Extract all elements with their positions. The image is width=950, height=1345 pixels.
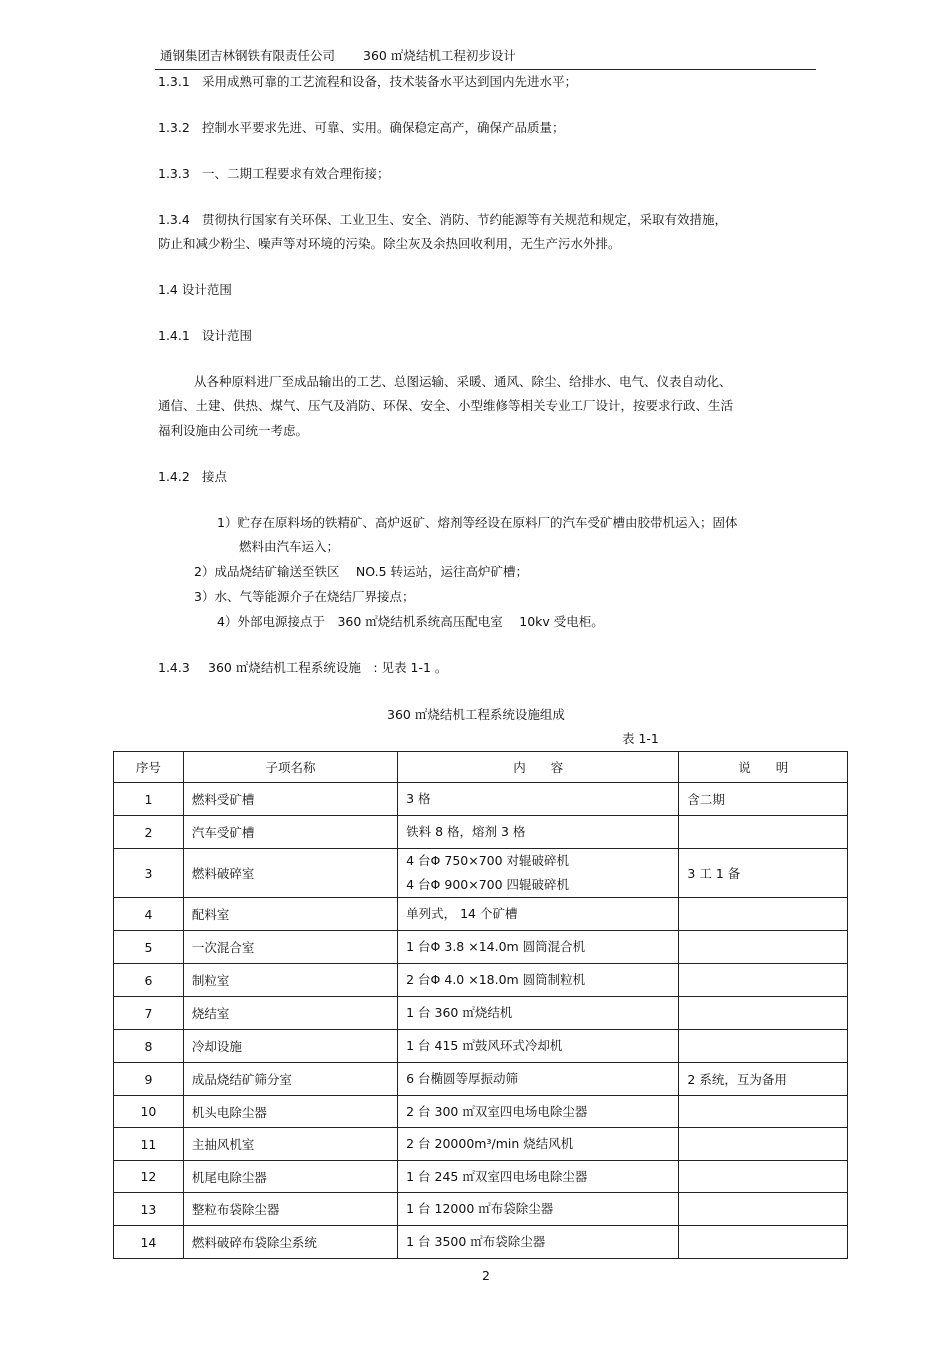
row-no: 11 <box>114 1128 184 1161</box>
row-name: 燃料受矿槽 <box>183 783 397 816</box>
table-row <box>114 1193 848 1226</box>
row-no: 12 <box>114 1161 184 1193</box>
row-name: 主抽风机室 <box>183 1128 397 1161</box>
row-note <box>679 816 848 849</box>
row-content <box>398 1128 679 1161</box>
section-text: 360 ㎡烧结机工程系统设施 : 见表 1-1 。 <box>208 660 448 675</box>
row-content <box>398 1226 679 1259</box>
row-name: 成品烧结矿筛分室 <box>183 1063 397 1096</box>
row-note <box>679 964 848 997</box>
table-caption: 360 ㎡烧结机工程系统设施组成 <box>387 707 565 722</box>
section-1-4-1 <box>158 326 252 344</box>
section-1-3-4-continued: 防止和减少粉尘、噪声等对环境的污染。除尘灰及余热回收利用，无生产污水外排。 <box>158 236 621 251</box>
section-1-3-4 <box>158 210 727 228</box>
row-content-line: 2 台 20000m³/min 烧结风机 <box>406 1136 574 1151</box>
row-no: 1 <box>114 783 184 816</box>
section-1-3-2 <box>158 118 565 136</box>
facilities-table <box>113 751 848 1259</box>
table-row <box>114 898 848 931</box>
section-1-3-1 <box>158 72 577 90</box>
page-header <box>160 46 516 64</box>
section-text: 采用成熟可靠的工艺流程和设备，技术装备水平达到国内先进水平； <box>202 74 578 89</box>
row-no: 10 <box>114 1096 184 1128</box>
section-number: 1.4.1 <box>158 328 190 343</box>
row-note <box>679 1226 848 1259</box>
row-note <box>679 1096 848 1128</box>
table-row <box>114 997 848 1030</box>
row-content <box>398 816 679 849</box>
section-number: 1.4.2 <box>158 469 190 484</box>
section-1-4-3 <box>158 658 447 676</box>
page-number: 2 <box>482 1268 490 1283</box>
row-no: 3 <box>114 849 184 898</box>
row-name: 机尾电除尘器 <box>183 1161 397 1193</box>
row-content <box>398 964 679 997</box>
row-content-line: 6 台椭圆等厚振动筛 <box>406 1071 519 1086</box>
section-text: 贯彻执行国家有关环保、工业卫生、安全、消防、节约能源等有关规范和规定，采取有效措施， <box>202 212 728 227</box>
section-number: 1.3.1 <box>158 74 190 89</box>
row-name: 一次混合室 <box>183 931 397 964</box>
row-content <box>398 898 679 931</box>
row-note <box>679 898 848 931</box>
row-no: 7 <box>114 997 184 1030</box>
section-1-4-title: 1.4 设计范围 <box>158 282 232 297</box>
row-name: 制粒室 <box>183 964 397 997</box>
row-content-line: 1 台 360 ㎡烧结机 <box>406 1005 513 1020</box>
header-name: 子项名称 <box>183 752 397 783</box>
row-name: 烧结室 <box>183 997 397 1030</box>
row-content-line: 铁料 8 格，熔剂 3 格 <box>406 824 526 839</box>
row-no: 4 <box>114 898 184 931</box>
row-content <box>398 931 679 964</box>
scope-line-1: 从各种原料进厂至成品输出的工艺、总图运输、采暖、通风、除尘、给排水、电气、仪表自动化、 <box>194 374 732 389</box>
row-content-line: 1 台 245 ㎡双室四电场电除尘器 <box>406 1168 588 1184</box>
section-number: 1.4.3 <box>158 660 190 675</box>
row-name: 配料室 <box>183 898 397 931</box>
row-name: 整粒布袋除尘器 <box>183 1193 397 1226</box>
section-text: 一、二期工程要求有效合理衔接； <box>202 166 390 181</box>
row-note <box>679 1030 848 1063</box>
row-content <box>398 1063 679 1096</box>
section-text: 设计范围 <box>202 328 253 343</box>
section-1-4-2 <box>158 467 227 485</box>
row-content <box>398 1193 679 1226</box>
point-2: 2）成品烧结矿输送至铁区 NO.5 转运站，运往高炉矿槽； <box>194 564 529 579</box>
section-number: 1.3.4 <box>158 212 190 227</box>
row-name: 燃料破碎布袋除尘系统 <box>183 1226 397 1259</box>
table-row <box>114 1226 848 1259</box>
point-3: 3）水、气等能源介子在烧结厂界接点； <box>194 589 415 604</box>
point-1: 1）贮存在原料场的铁精矿、高炉返矿、熔剂等经设在原料厂的汽车受矿槽由胶带机运入；固体 <box>217 515 738 530</box>
scope-line-3: 福利设施由公司统一考虑。 <box>158 423 309 438</box>
row-no: 8 <box>114 1030 184 1063</box>
row-content <box>398 997 679 1030</box>
header-company: 通钢集团吉林钢铁有限责任公司 <box>160 48 336 63</box>
row-note: 含二期 <box>679 783 848 816</box>
row-content <box>398 1030 679 1063</box>
table-row <box>114 1128 848 1161</box>
table-row <box>114 816 848 849</box>
section-text: 控制水平要求先进、可靠、实用。确保稳定高产，确保产品质量； <box>202 120 565 135</box>
row-no: 5 <box>114 931 184 964</box>
section-1-3-3 <box>158 164 390 182</box>
row-name: 汽车受矿槽 <box>183 816 397 849</box>
table-header-row <box>114 752 848 783</box>
row-content-line: 1 台 3500 ㎡布袋除尘器 <box>406 1234 546 1249</box>
table-row <box>114 1096 848 1128</box>
section-text: 接点 <box>202 469 228 484</box>
row-note: 2 系统，互为备用 <box>679 1063 848 1096</box>
table-row <box>114 849 848 898</box>
row-note <box>679 1161 848 1193</box>
row-no: 14 <box>114 1226 184 1259</box>
point-4: 4）外部电源接点于 360 ㎡烧结机系统高压配电室 10kv 受电柜。 <box>217 614 604 629</box>
table-row <box>114 964 848 997</box>
row-content-line: 2 台Φ 4.0 ×18.0m 圆筒制粒机 <box>406 972 586 987</box>
header-project: 360 ㎡烧结机工程初步设计 <box>363 48 516 63</box>
table-row <box>114 1030 848 1063</box>
row-content-line: 4 台Φ 900×700 四辊破碎机 <box>406 877 570 892</box>
row-content-line: 1 台Φ 3.8 ×14.0m 圆筒混合机 <box>406 939 586 954</box>
section-number: 1.3.3 <box>158 166 190 181</box>
row-content <box>398 1161 679 1193</box>
row-content <box>398 1096 679 1128</box>
table-label: 表 1-1 <box>622 731 659 746</box>
row-note <box>679 1193 848 1226</box>
row-name: 机头电除尘器 <box>183 1096 397 1128</box>
section-number: 1.3.2 <box>158 120 190 135</box>
row-content-line: 4 台Φ 750×700 对辊破碎机 <box>406 853 570 868</box>
row-content <box>398 783 679 816</box>
header-content: 内 容 <box>398 752 679 783</box>
scope-line-2: 通信、土建、供热、煤气、压气及消防、环保、安全、小型维修等相关专业工厂设计，按要求行政、生活 <box>158 398 734 413</box>
point-1-continued: 燃料由汽车运入； <box>239 539 340 554</box>
table-row <box>114 1161 848 1193</box>
row-no: 6 <box>114 964 184 997</box>
row-content-line: 单列式， 14 个矿槽 <box>406 906 518 921</box>
row-content-line: 2 台 300 ㎡双室四电场电除尘器 <box>406 1103 588 1119</box>
table-row <box>114 1063 848 1096</box>
header-note: 说 明 <box>679 752 848 783</box>
row-note <box>679 1128 848 1161</box>
table-row <box>114 783 848 816</box>
row-name: 冷却设施 <box>183 1030 397 1063</box>
table-row <box>114 931 848 964</box>
row-content-line: 1 台 415 ㎡鼓风环式冷却机 <box>406 1038 563 1053</box>
row-note <box>679 997 848 1030</box>
row-content-line: 1 台 12000 ㎡布袋除尘器 <box>406 1201 554 1216</box>
row-no: 9 <box>114 1063 184 1096</box>
row-note <box>679 931 848 964</box>
row-content-line: 3 格 <box>406 791 431 806</box>
header-no: 序号 <box>114 752 184 783</box>
row-note: 3 工 1 备 <box>679 849 848 898</box>
row-name: 燃料破碎室 <box>183 849 397 898</box>
row-no: 2 <box>114 816 184 849</box>
header-rule <box>155 69 816 70</box>
row-content <box>398 849 679 898</box>
row-no: 13 <box>114 1193 184 1226</box>
